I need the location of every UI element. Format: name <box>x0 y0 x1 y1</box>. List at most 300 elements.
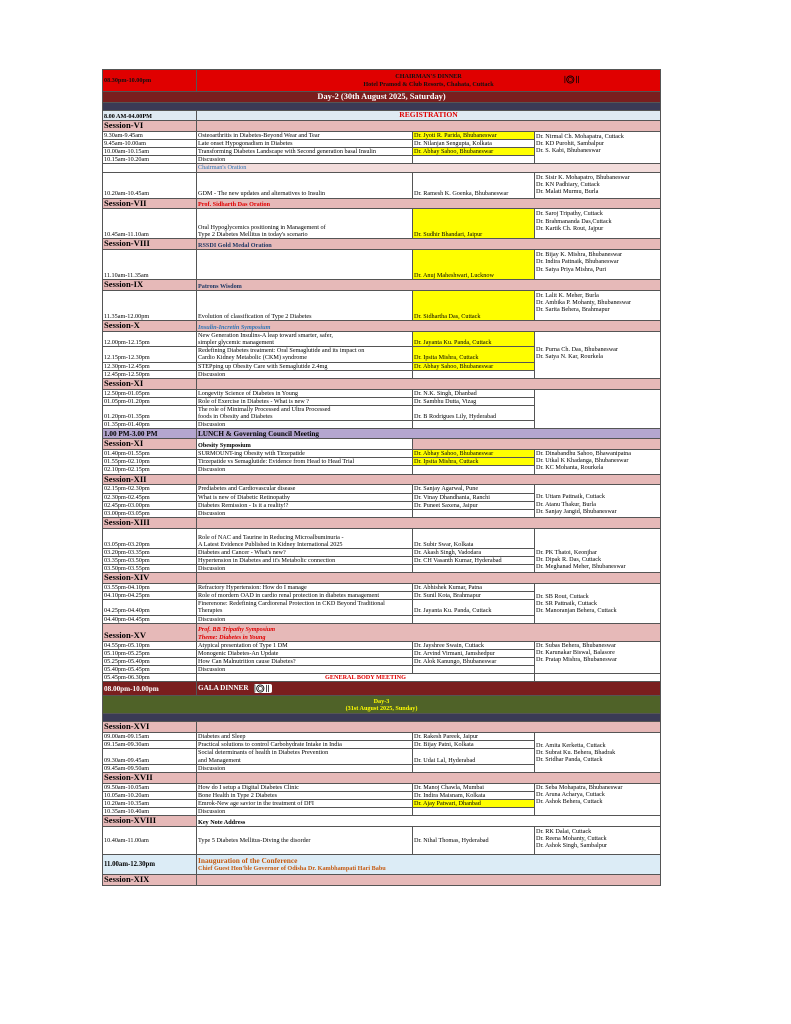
oration-banner <box>197 164 661 172</box>
chairperson-name: Dr. Ashok Singh, Sambalpur <box>536 842 607 850</box>
topic <box>197 458 413 466</box>
cell-text: 10.45am-11.10am <box>104 231 149 239</box>
cell-text: Diabetes and Sleep <box>198 733 246 741</box>
cell-text: Session-XI <box>104 378 144 388</box>
session-title <box>103 321 197 332</box>
table-row <box>103 239 661 250</box>
session-banner <box>197 239 661 250</box>
time-slot <box>103 799 197 807</box>
cell-text: 12.30pm-12.45pm <box>104 362 150 370</box>
table-row <box>103 209 661 239</box>
cell-text: STEPping up Obesity Care with Semaglutide 2.4mg <box>198 362 328 370</box>
cell-text: Dr. Alok Kanungo, Bhubaneswar <box>414 657 497 665</box>
table-row <box>103 429 661 439</box>
cell-text: Day-2 (30th August 2025, Saturday) <box>317 92 446 102</box>
time-slot <box>103 615 197 623</box>
cell-text: Discussion <box>198 421 226 429</box>
cell-text: 03.00pm-03.05pm <box>104 509 150 517</box>
chairpersons <box>535 250 661 280</box>
chairperson-name: Dr. Seba Mohapatra, Bhubaneswar <box>536 783 623 791</box>
cell-text: 03.35pm-03.50pm <box>104 556 150 564</box>
banner-text: Patrons Wisdom <box>198 283 242 290</box>
cell-text: Session-XV <box>104 629 147 640</box>
time-slot <box>103 466 197 474</box>
session-banner <box>197 378 661 389</box>
table-row <box>103 783 661 791</box>
speaker <box>413 485 535 493</box>
time-slot <box>103 556 197 564</box>
session-title <box>103 239 197 250</box>
inauguration-time <box>103 855 197 875</box>
gala-title: GALA DINNER <box>198 684 249 693</box>
session-title <box>103 280 197 291</box>
cell-text: 01.35pm-01.40pm <box>104 421 150 429</box>
table-row <box>103 816 661 827</box>
cell-text: Session-XVI <box>104 721 150 732</box>
chairperson-name: Dr. RK Dalai, Cuttack <box>536 828 592 835</box>
cell-text: Dr. Jayshree Swain, Cuttack <box>414 641 484 649</box>
speaker <box>413 370 535 378</box>
time-slot <box>103 783 197 791</box>
cell-text: 09.15am-09.30am <box>104 741 150 749</box>
topic <box>197 501 413 509</box>
time-slot <box>103 827 197 855</box>
cell-text: 8.00 AM-04.00PM <box>104 112 152 120</box>
chairperson-name: Dr. Utkal K Khadanga, Bhubaneswar <box>536 457 629 465</box>
time-slot <box>103 764 197 772</box>
time-slot <box>103 131 197 139</box>
chairperson-name: Dr. Reena Mohanty, Cuttack <box>536 835 607 843</box>
time-slot <box>103 421 197 429</box>
cell-text: Session-XIX <box>104 874 150 884</box>
cell-text: LUNCH & Governing Council Meeting <box>198 429 319 438</box>
topic <box>197 397 413 405</box>
cell-text: 1.00 PM-3.00 PM <box>104 429 158 438</box>
chairperson-name: Dr. Purna Ch. Das, Bhubaneswar <box>536 346 618 353</box>
cell-text: Longevity Science of Diabetes in Young <box>198 389 299 397</box>
cell-text: Dr. Sambhu Dutta, Vizag <box>414 397 477 405</box>
banner-text: Prof. Sidharth Das Oration <box>198 201 271 209</box>
time-slot <box>103 509 197 517</box>
cell-text: 10.05am-10.20am <box>104 791 150 799</box>
speaker <box>413 131 535 139</box>
table-row <box>103 131 661 139</box>
speaker <box>413 421 535 429</box>
chairpersons <box>535 291 661 321</box>
cell-text: Therapies <box>198 607 223 615</box>
topic <box>197 509 413 517</box>
time-slot <box>103 250 197 280</box>
cell-text: 04.40pm-04.45pm <box>104 615 150 623</box>
cell-text: 02.45pm-03.00pm <box>104 501 150 509</box>
time-slot <box>103 347 197 362</box>
topic <box>197 749 413 764</box>
speaker <box>413 764 535 772</box>
dinner-time <box>103 70 197 92</box>
day3-title <box>103 696 661 714</box>
cell-text: 04.10pm-04.25pm <box>104 592 150 600</box>
chairperson-name: Dr. SB Rout, Cuttack <box>536 593 589 600</box>
cell-text: Atypical presentation of Type 1 DM <box>198 641 288 649</box>
time-slot <box>103 565 197 573</box>
cell-text: 08.30pm-10.00pm <box>104 76 152 84</box>
cell-text: foods in Obesity and Diabetes <box>198 413 273 420</box>
chairperson-name: Dr. KD Purohit, Sambalpur <box>536 140 604 147</box>
cell-text: 08.00pm-10.00pm <box>104 684 159 693</box>
topic <box>197 362 413 370</box>
cell-text: Osteoarthritis in Diabetes-Beyond Wear and Tear <box>198 131 320 139</box>
chairperson-name: Dr. Kartik Ch. Rout, Jajpur <box>536 224 604 232</box>
table-row <box>103 875 661 886</box>
cell-text: How Can Malnutrition cause Diabetes? <box>198 657 296 665</box>
speaker <box>413 649 535 657</box>
table-row <box>103 439 661 450</box>
registration-banner <box>197 111 661 121</box>
speaker <box>413 666 535 674</box>
cell-text: Dr. Vinay Dhandhania, Ranchi <box>414 493 490 501</box>
cell-text: 01.20pm-01.35pm <box>104 413 150 420</box>
cell-text: Monogenic Diabetes-An Update <box>198 649 279 657</box>
cell-text: Dr. Abhay Sahoo, Bhubaneswar <box>414 148 494 156</box>
cell-text: Dr. Nilanjan Sengupta, Kolkata <box>414 140 492 147</box>
chairpersons <box>535 131 661 164</box>
table-row <box>103 291 661 321</box>
cell-text: Dr. Akash Singh, Vadodara <box>414 548 482 556</box>
time-slot <box>103 548 197 556</box>
table-row <box>103 378 661 389</box>
table-row <box>103 573 661 584</box>
agenda-table <box>102 69 661 886</box>
topic <box>197 600 413 615</box>
speaker <box>413 615 535 623</box>
time-slot <box>103 485 197 493</box>
table-row <box>103 722 661 733</box>
cell-text: 02.30pm-02.45pm <box>104 493 150 501</box>
chairperson-name: Dr. Subrat Ku. Behera, Bhadrak <box>536 749 616 757</box>
chairpersons <box>535 584 661 624</box>
speaker <box>413 493 535 501</box>
banner-text: RSSDI Gold Medal Oration <box>198 242 272 250</box>
topic <box>197 808 413 816</box>
banner-text: Insulin-Incretin Symposium <box>198 323 271 331</box>
chairperson-name: Dr. Manoranjan Behera, Cuttack <box>536 607 617 615</box>
session-banner <box>197 321 661 332</box>
topic <box>197 649 413 657</box>
speaker <box>413 389 535 397</box>
chairpersons <box>535 389 661 429</box>
speaker <box>413 291 535 321</box>
cell-text: 09.30am-09.45am <box>104 756 150 764</box>
speaker <box>413 592 535 600</box>
chairperson-name: Dr. PK Thatoi, Keonjhar <box>536 548 597 556</box>
table-row <box>103 827 661 855</box>
topic <box>197 332 413 347</box>
cell-text: Dr. Bijay Patni, Kolkata <box>414 741 474 749</box>
topic <box>197 405 413 420</box>
chairperson-name: Dr. Ambika P. Mohanty, Bhubaneswar <box>536 299 631 307</box>
cell-text: Dr. Arvind Virmani, Jamshedpur <box>414 649 495 657</box>
topic <box>197 783 413 791</box>
time-slot <box>103 370 197 378</box>
cell-text: Session-XI <box>104 438 144 449</box>
speaker <box>413 405 535 420</box>
chairpersons <box>535 733 661 773</box>
time-slot <box>103 397 197 405</box>
dinner-plate-icon <box>564 75 582 84</box>
topic <box>197 250 413 280</box>
session-title <box>103 198 197 209</box>
cell-text: Session-X <box>104 320 140 331</box>
time-slot <box>103 741 197 749</box>
session-title <box>103 573 197 584</box>
topic <box>197 592 413 600</box>
chairperson-name: Dr. Dinabandhu Sahoo, Bhawanipatna <box>536 450 632 458</box>
chairperson-name: Dr. Saroj Tripathy, Cuttack <box>536 210 603 218</box>
speaker <box>413 741 535 749</box>
speaker <box>413 172 535 198</box>
table-row <box>103 855 661 875</box>
speaker <box>413 250 535 280</box>
speaker <box>413 347 535 362</box>
time-slot <box>103 172 197 198</box>
cell-text: 12.15pm-12.30pm <box>104 354 150 362</box>
cell-text: Evolution of classification of Type 2 Diabetes <box>198 313 312 320</box>
topic <box>197 556 413 564</box>
cell-text: Dr. Ipsita Mishra, Cuttack <box>414 458 479 466</box>
time-slot <box>103 649 197 657</box>
speaker <box>413 156 535 164</box>
table-row <box>103 517 661 528</box>
cell-text: GDM - The new updates and alternatives to Insulin <box>198 190 326 198</box>
chairperson-name: Dr. Bijay K. Mishra, Bhubaneswar <box>536 251 623 259</box>
cell-text: Role of mordern OAD in cardio renal protection in diabetes management <box>198 592 380 600</box>
session-banner <box>197 121 661 132</box>
time-slot <box>103 666 197 674</box>
chairperson-name: Dr. Malati Murmu, Burla <box>536 187 599 195</box>
table-row <box>103 70 661 92</box>
time-slot <box>103 733 197 741</box>
cell-text: Finerenone: Redefining Cardiorenal Protection in CKD Beyond Traditional <box>198 600 385 608</box>
table-row <box>103 682 661 696</box>
cell-text: Practical solutions to control Carbohydrate Intake in India <box>198 741 342 749</box>
table-row <box>103 584 661 592</box>
table-row <box>103 250 661 280</box>
session-banner <box>197 439 413 450</box>
session-banner <box>197 517 661 528</box>
cell-text: Dr. Sudhir Bhandari, Jaipur <box>414 231 483 239</box>
topic <box>197 347 413 362</box>
cell-text: Type 5 Diabetes Mellitus-Diving the disorder <box>198 836 311 844</box>
table-row <box>103 623 661 641</box>
cell-text: Dr. Sanjay Agarwal, Pune <box>414 485 479 493</box>
day3-date: (31st August 2025, Sunday) <box>345 704 418 712</box>
topic <box>197 741 413 749</box>
day3-label: Day-3 <box>373 697 390 705</box>
registration-time <box>103 111 197 121</box>
cell-text: 12.00pm-12.15pm <box>104 339 150 347</box>
topic <box>197 791 413 799</box>
cell-text: 05.25pm-05.40pm <box>104 657 150 665</box>
chairperson-name: Dr. Satya N. Kar, Rourkela <box>536 353 603 361</box>
speaker <box>413 509 535 517</box>
cell-text: Diabetes and Cancer - What's new? <box>198 548 286 556</box>
cell-text: and Management <box>198 756 241 764</box>
cell-text: 10.20am-10.35am <box>104 799 150 807</box>
topic <box>197 148 413 156</box>
table-row <box>103 103 661 111</box>
cell-text: Transforming Diabetes Landscape with Second generation basal Insulin <box>198 148 376 156</box>
chairperson-name: Dr. Aruna Acharya, Cuttack <box>536 790 605 798</box>
chairperson-name: Dr. Atanu Thakur, Burla <box>536 500 596 508</box>
chairpersons <box>535 332 661 379</box>
cell-text: Dr. Ipsita Mishra, Cuttack <box>414 354 479 362</box>
time-slot <box>103 209 197 239</box>
cell-text: 11.00am-12.30pm <box>104 860 155 868</box>
cell-text: 02.15pm-02.30pm <box>104 485 150 493</box>
cell-text: 09.00am-09.15am <box>104 733 150 741</box>
time-slot <box>103 501 197 509</box>
cell-text: The role of Minimally Processed and Ultra Processed <box>198 405 331 413</box>
time-slot <box>103 140 197 148</box>
lunch-banner <box>197 429 661 439</box>
dinner-title: CHAIRMAN'S DINNER <box>395 73 462 81</box>
cell-text: Session-VII <box>104 198 147 208</box>
cell-text: 03.55pm-04.10pm <box>104 584 150 591</box>
topic <box>197 493 413 501</box>
cell-text: Session-XII <box>104 474 147 484</box>
inauguration-banner <box>197 855 661 875</box>
topic <box>197 733 413 741</box>
cell-text: 03.20pm-03.35pm <box>104 548 150 556</box>
cell-text: Social determinants of health in Diabetes Prevention <box>198 749 329 757</box>
gala-time <box>103 682 197 696</box>
table-row <box>103 485 661 493</box>
topic <box>197 389 413 397</box>
cell-text: Hypertension in Diabetes and it's Metabolic connection <box>198 556 336 564</box>
cell-text: Dr. Jayanta Ku. Panda, Cuttack <box>414 607 492 615</box>
chairpersons <box>535 209 661 239</box>
speaker <box>413 749 535 764</box>
gala-banner <box>197 682 661 696</box>
chairperson-name: Dr. Pratap Mishra, Bhubaneswar <box>536 655 617 663</box>
cell-text: Dr. Anuj Maheshwari, Lucknow <box>414 272 494 280</box>
chairpersons <box>535 827 661 855</box>
cell-text: Discussion <box>198 156 226 164</box>
cell-text: Discussion <box>198 466 226 474</box>
chairperson-name: Dr. SR Pattnaik, Cuttack <box>536 600 598 608</box>
topic <box>197 528 413 548</box>
cell-text: 09.50am-10.05am <box>104 783 150 791</box>
speaker <box>413 362 535 370</box>
cell-text: Discussion <box>198 666 226 673</box>
lunch-time <box>103 429 197 439</box>
dinner-plate-icon <box>254 684 272 693</box>
cell-text: Dr. N.K. Singh, Dhanbad <box>414 389 477 397</box>
cell-text: Session-VI <box>104 120 144 130</box>
topic <box>197 764 413 772</box>
cell-text: Session-IX <box>104 279 144 290</box>
table-row <box>103 111 661 121</box>
time-slot <box>103 584 197 592</box>
cell-text: Role of NAC and Taurine in Reducing Microalbuminuria - <box>198 533 344 541</box>
session-title <box>103 722 197 733</box>
time-slot <box>103 592 197 600</box>
cell-text: 09.45am-09.50am <box>104 764 150 772</box>
chairperson-name: Dr. Subas Behera, Bhubaneswar <box>536 641 616 649</box>
session-title <box>103 772 197 783</box>
topic <box>197 584 413 592</box>
speaker <box>413 799 535 807</box>
cell-text: Dr. Jyoti R. Parida, Bhubaneswar <box>414 131 497 139</box>
cell-text: Session-VIII <box>104 238 150 249</box>
cell-text: Discussion <box>198 565 226 572</box>
chairperson-name: Dr. Lalit K. Meher, Burla <box>536 292 599 300</box>
cell-text: Key Note Address <box>198 818 246 826</box>
cell-text: 01.05pm-01.20pm <box>104 397 150 405</box>
cell-text: Prediabetes and Cardiovascular disease <box>198 485 296 493</box>
cell-text: A Latest Evidence Published in Kidney International 2025 <box>198 540 343 548</box>
chairmans-dinner-banner <box>197 70 661 92</box>
session-title <box>103 378 197 389</box>
chairpersons <box>535 528 661 572</box>
cell-text: Dr. Udai Lal, Hyderabad <box>414 756 476 764</box>
cell-text: How do I setup a Digital Diabetes Clinic <box>198 783 299 791</box>
speaker <box>413 827 535 855</box>
cell-text: 05.45pm-06.30pm <box>104 674 150 682</box>
cell-text: 10.40am-11.00am <box>104 836 149 844</box>
cell-text: Diabetes Remission - Is it a reality!? <box>198 501 289 509</box>
chief-guest: Chief Guest Hon'ble Governor of Odisha Dr. Kambhampati Hari Babu <box>198 865 386 873</box>
cell-text: Dr. B Rodrigues Lily, Hyderabad <box>414 413 497 420</box>
cell-text: Tirzepatide vs Semaglutide: Evidence from Head to Head Trial <box>198 458 355 466</box>
speaker <box>413 556 535 564</box>
time-slot <box>103 458 197 466</box>
time-slot <box>103 641 197 649</box>
chairperson-name: Dr. S. Kabi, Bhubaneswar <box>536 147 601 155</box>
topic <box>197 827 413 855</box>
cell-text: Role of Exercise in Diabetes - What is new ? <box>198 397 310 405</box>
chairperson-name: Dr. KC Mohanta, Rourkela <box>536 464 604 472</box>
topic <box>197 615 413 623</box>
topic <box>197 156 413 164</box>
topic <box>197 548 413 556</box>
topic <box>197 666 413 674</box>
time-slot <box>103 493 197 501</box>
time-slot <box>103 405 197 420</box>
day2-title <box>103 92 661 103</box>
table-row <box>103 714 661 722</box>
cell-text: Dr. Rakesh Pareek, Jaipur <box>414 733 479 741</box>
cell-text: Dr. Nihal Thomas, Hyderabad <box>414 836 489 844</box>
speaker <box>413 641 535 649</box>
cell-text: 10.20am-10.45am <box>104 190 150 198</box>
cell-text: 04.25pm-04.40pm <box>104 607 150 615</box>
speaker <box>413 600 535 615</box>
cell-text: New Generation Insulins-A leap toward smarter, safer, <box>198 332 333 339</box>
chairperson-name: Dr. Brahmananda Das,Cuttack <box>536 217 612 225</box>
cell-text: Dr. Ajay Patwari, Dhanbad <box>414 799 481 807</box>
chairperson-name: Dr. Ashok Behera, Cuttack <box>536 797 603 805</box>
speaker <box>413 450 535 458</box>
cell-text: Dr. Sunil Kota, Brahmapur <box>414 592 481 600</box>
banner-text: Theme: Diabetes in Young <box>198 633 266 641</box>
speaker <box>413 501 535 509</box>
cell-text: REGISTRATION <box>399 110 458 120</box>
cell-text: Session-XIV <box>104 572 150 583</box>
time-slot <box>103 528 197 548</box>
chairpersons <box>535 783 661 816</box>
session-banner <box>197 280 661 291</box>
